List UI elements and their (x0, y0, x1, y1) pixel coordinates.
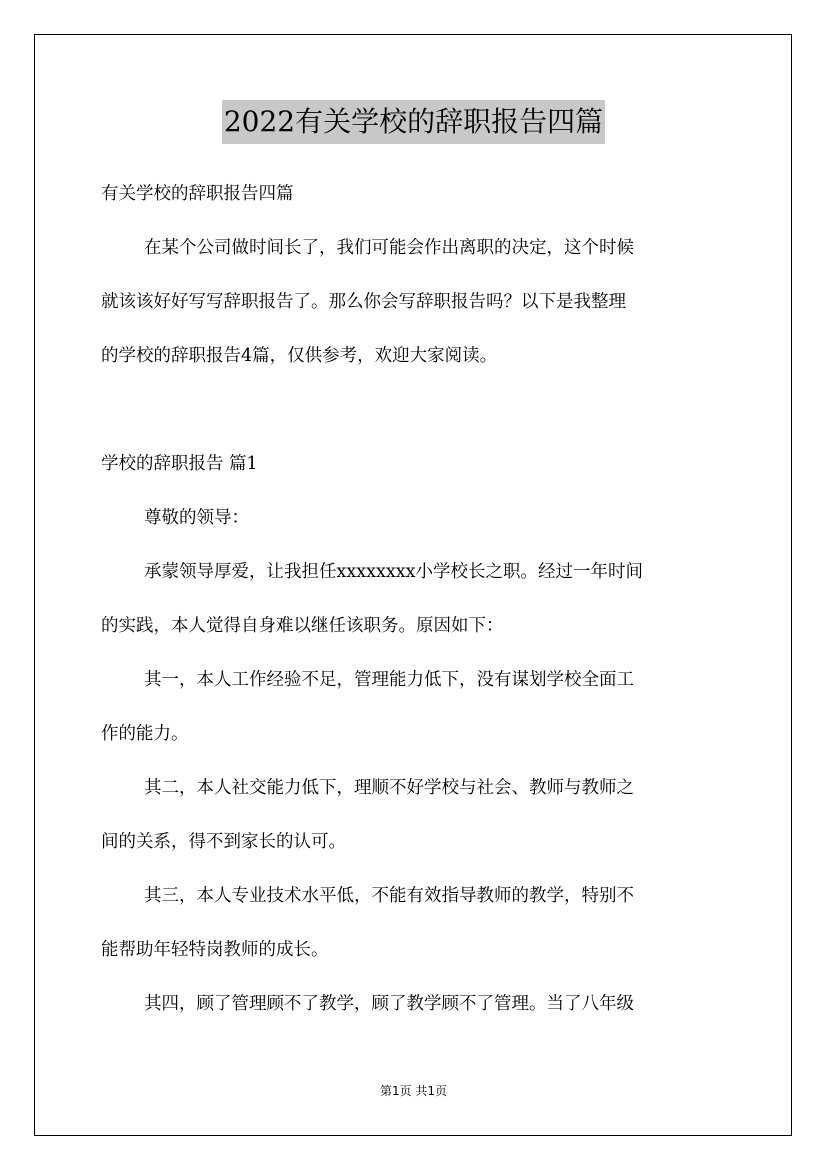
paragraph-line: 的实践，本人觉得自身难以继任该职务。原因如下： (101, 616, 504, 636)
paragraph-line: 的学校的辞职报告4篇，仅供参考，欢迎大家阅读。 (101, 346, 498, 366)
paragraph-line: 作的能力。 (101, 724, 189, 744)
document-body (101, 172, 726, 1036)
paragraph-line: 其四，顾了管理顾不了教学，顾了教学顾不了管理。当了八年级 (144, 994, 634, 1014)
section-heading: 学校的辞职报告 篇1 (101, 454, 258, 474)
paragraph-line: 能帮助年轻特岗教师的成长。 (101, 940, 329, 960)
paragraph-line: 其二，本人社交能力低下，理顺不好学校与社会、教师与教师之 (144, 778, 634, 798)
document-title: 2022有关学校的辞职报告四篇 (222, 100, 605, 144)
paragraph-line: 其一，本人工作经验不足，管理能力低下，没有谋划学校全面工 (144, 670, 634, 690)
page-footer: 第1页 共1页 (379, 1084, 448, 1098)
paragraph-line: 间的关系，得不到家长的认可。 (101, 832, 346, 852)
paragraph-line: 承蒙领导厚爱，让我担任xxxxxxxx小学校长之职。经过一年时间 (144, 562, 643, 582)
title-container (0, 100, 827, 144)
blank-line (101, 388, 726, 442)
paragraph-line: 其三，本人专业技术水平低，不能有效指导教师的教学，特别不 (144, 886, 634, 906)
paragraph-line: 在某个公司做时间长了，我们可能会作出离职的决定，这个时候 (144, 238, 634, 258)
salutation: 尊敬的领导： (144, 508, 249, 528)
section-heading: 有关学校的辞职报告四篇 (101, 184, 294, 204)
paragraph-line: 就该该好好写写辞职报告了。那么你会写辞职报告吗？以下是我整理 (101, 292, 626, 312)
